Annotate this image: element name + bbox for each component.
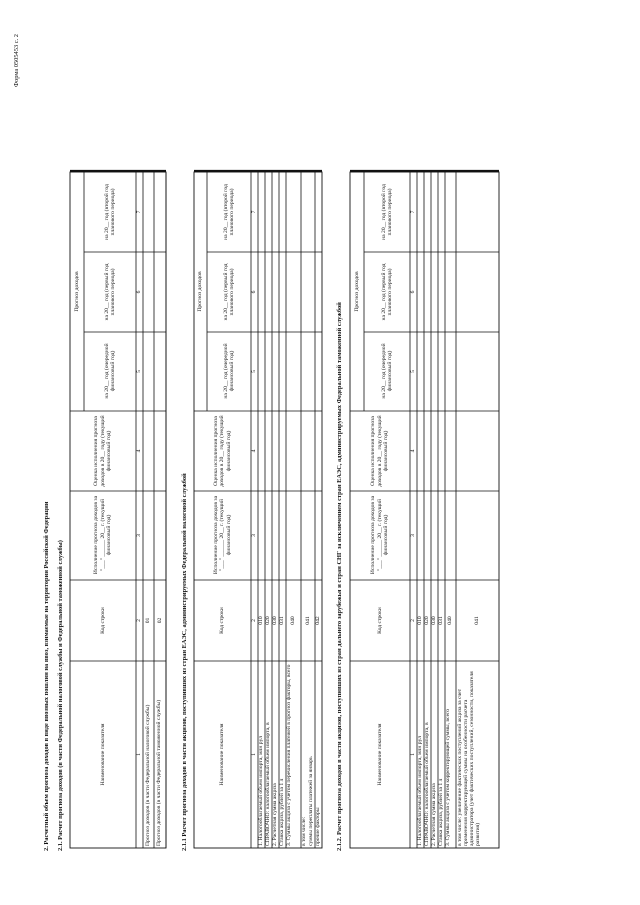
t1-row-name: Прогноз доходов (в части Федеральной таможенной службы)	[156, 699, 162, 846]
t2-colnum: 1	[251, 753, 258, 756]
t2-header-forecast: Прогноз доходов	[197, 271, 204, 312]
t3-row-name: СПРАВОЧНО: налогооблагаемый объем импорта, в	[424, 722, 430, 846]
section-2-1-title: 2.1. Расчет прогноза доходов (в части Федеральной налоговой службы и Федеральной таможенной службы)	[57, 540, 64, 851]
t2-row-name: в том числе:	[301, 816, 307, 846]
t1-header-y2: на 20__ год (первый год планового периода)	[103, 263, 116, 321]
t3-colnum: 2	[410, 619, 417, 622]
t3-header-estimate: Оценка исполнения прогноза доходов в 20__ году (текущий финансовый год)	[370, 415, 390, 487]
t3-row-name: 2. Расчетная сумма акциза	[431, 783, 437, 846]
t1-header-y1: на 20__ год (очередной финансовый год)	[103, 343, 116, 399]
t2-colnum: 6	[251, 290, 258, 294]
t2-row-name: 1. Налогооблагаемый объем импорта, млн рул	[258, 736, 264, 846]
form-label: Форма 0505453 с. 2	[13, 34, 20, 87]
t1-colnum: 1	[136, 753, 143, 756]
t2-colnum: 4	[251, 449, 258, 453]
t1-header-code: Код строки	[99, 607, 106, 634]
t3-header-name: Наименование показателя	[376, 723, 383, 786]
t1-row-code: 02	[156, 617, 163, 624]
t3-header-y3: на 20__ год (второй год планового периода)	[380, 184, 393, 240]
t1-header-forecast: Прогноз доходов	[73, 271, 80, 312]
t2-row-code: 041	[304, 616, 311, 625]
t3-colnum: 4	[410, 449, 417, 453]
t2-row-name: 2. Расчетная сумма акциза	[272, 783, 278, 846]
t1-row-code: 01	[145, 617, 152, 624]
t2-colnum: 7	[251, 210, 258, 214]
section-2-1-1-title: 2.1.1 Расчет прогноза доходов в части акцизов, поступивших из стран ЕАЭС, администрируемых Федеральной налоговой службой	[181, 473, 188, 851]
t2-header-name: Наименование показателя	[219, 723, 226, 786]
t3-header-exec: Исполнение прогноза доходов за "___" ______ 20__ г. (текущий финансовый год)	[370, 495, 390, 575]
t3-row-name: Ставка акциза, рублей за 1 л	[438, 778, 444, 846]
t2-header-y1: на 20__ год (очередной финансовый год)	[222, 343, 235, 399]
t2-header-estimate: Оценка исполнения прогноза доходов в 20__ году (текущий финансовый год)	[212, 415, 232, 487]
t1-colnum: 5	[136, 370, 143, 373]
t2-colnum: 2	[251, 619, 258, 622]
t3-colnum: 7	[410, 210, 417, 214]
t2-row-name: 3. Суммы акциза с учетом перечисления платежей в прогноз факторы, всего	[286, 664, 292, 846]
t1-header-name: Наименование показателя	[99, 723, 106, 786]
t3-row-code: 030	[431, 616, 438, 625]
t2-row-code: 020	[265, 616, 272, 625]
t3-row-code: 010	[417, 616, 424, 625]
t2-row-name: суммы переплаты платежей за январь	[308, 756, 314, 846]
t2-row-code: 042	[315, 616, 322, 625]
t2-header-code: Код строки	[219, 607, 226, 634]
t3-colnum: 6	[410, 290, 417, 294]
t3-colnum: 1	[410, 753, 417, 756]
t1-colnum: 3	[136, 534, 143, 537]
t3-row-code: 040	[447, 616, 454, 625]
t1-colnum: 6	[136, 290, 143, 294]
t2-colnum: 5	[251, 370, 258, 373]
t2-row-name: СПРАВОЧНО: налогооблагаемый объем импорта, в	[265, 722, 271, 846]
t3-row-code: 020	[424, 616, 431, 625]
t3-header-y2: на 20__ год (первый год планового периода)	[380, 263, 393, 321]
t2-colnum: 3	[251, 534, 258, 537]
t2-row-name: прочие факторы	[315, 807, 321, 846]
t1-header-y3: на 20__ год (второй год планового периода)	[103, 184, 116, 240]
t1-header-estimate: Оценка исполнения прогноза доходов в 20__ году (текущий финансовый год)	[93, 415, 113, 487]
t3-colnum: 5	[410, 370, 417, 373]
t3-row-code: 031	[438, 616, 445, 625]
t3-header-y1: на 20__ год (очередной финансовый год)	[380, 343, 393, 399]
t2-header-y2: на 20__ год (первый год планового периода)	[222, 263, 235, 321]
t2-row-name: Ставка акциза, рублей за 1 л	[279, 778, 285, 846]
t3-row-code: 041	[474, 616, 481, 625]
t2-row-code: 030	[272, 616, 279, 625]
section-2-1-2-title: 2.1.2. Расчет прогноза доходов в части акцизов, поступивших из стран дальнего зарубежья и стран СНГ за исключением стран ЕАЭС, администрируемых Федеральной таможенной службой	[336, 302, 343, 851]
t1-colnum: 4	[136, 449, 143, 453]
section-2-title: 2. Расчетный объем прогноза доходов в виде ввозных пошлин на ввоз, взимаемые на территории Российской Федерации	[43, 501, 50, 851]
t1-row-name: Прогноз доходов (в части Федеральной налоговой службы)	[145, 704, 151, 846]
t3-row-name: 3. Суммы акциза с учетом корректирующей суммы, всего	[445, 708, 451, 846]
t3-header-code: Код строки	[376, 607, 383, 634]
t2-header-y3: на 20__ год (второй год планового периода)	[222, 184, 235, 240]
t2-row-code: 040	[290, 616, 297, 625]
t3-row-name: 1. Налогооблагаемый объем импорта, млн рул	[417, 736, 423, 846]
t1-colnum: 2	[136, 619, 143, 622]
t2-header-exec: Исполнение прогноза доходов за "___" ______ 20__ г. (текущий финансовый год)	[212, 495, 232, 575]
t2-row-code: 031	[279, 616, 286, 625]
t3-row-name: в том числе: увеличение фактических поступлений акциза за счет применения корректирующей суммы на особенности расчета администратора (учет фактических поступлений, сезонности, показателя развития)	[457, 671, 481, 846]
t2-row-code: 010	[258, 616, 265, 625]
t3-header-forecast: Прогноз доходов	[353, 271, 360, 312]
t1-header-exec: Исполнение прогноза доходов за "___" ______ 20__ г. (текущий финансовый год)	[93, 495, 113, 575]
t3-colnum: 3	[410, 534, 417, 537]
t1-colnum: 7	[136, 210, 143, 214]
